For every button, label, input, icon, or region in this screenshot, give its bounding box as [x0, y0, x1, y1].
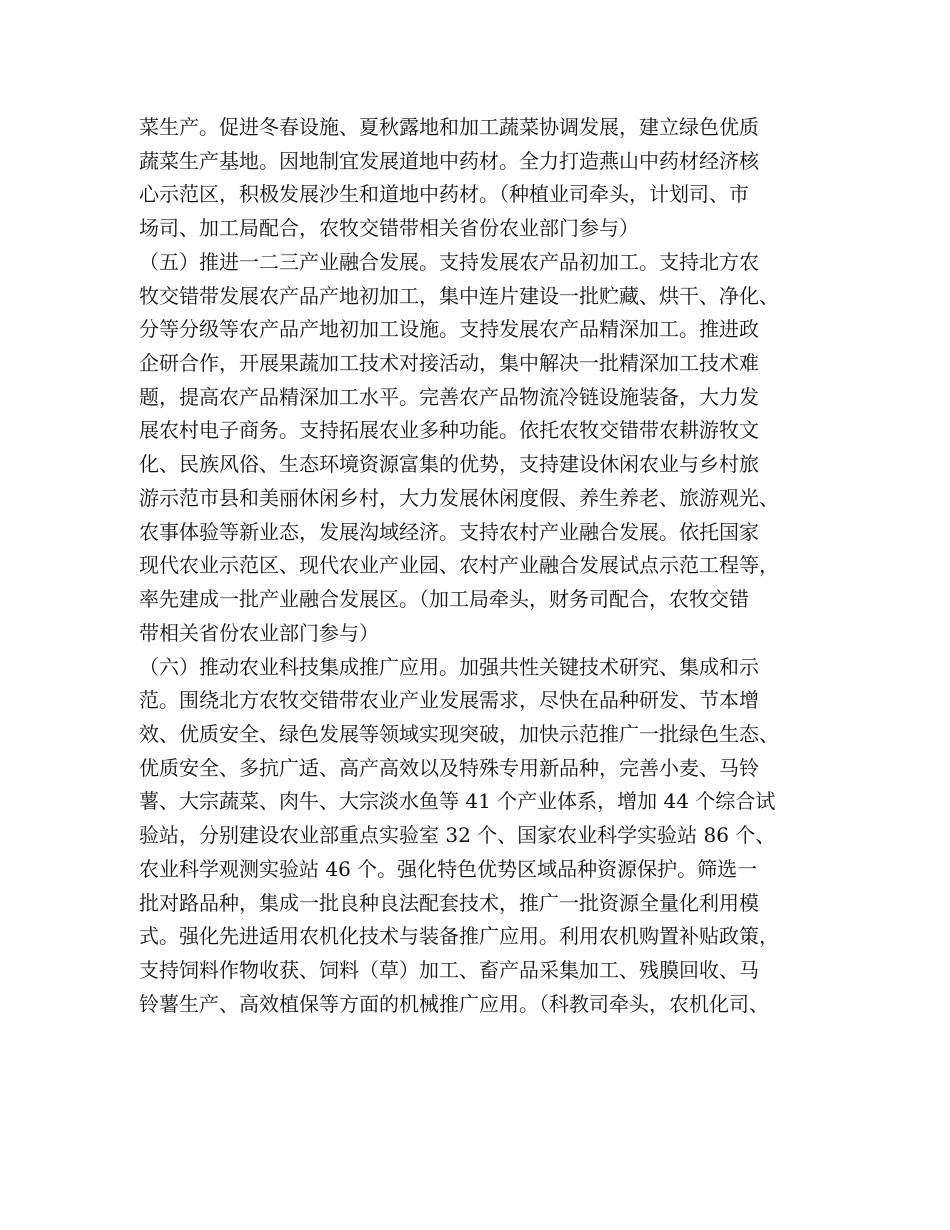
text-line: （五）推进一二三产业融合发展。支持发展农产品初加工。支持北方农 — [139, 249, 759, 274]
text-line: 式。强化先进适用农机化技术与装备推广应用。利用农机购置补贴政策， — [139, 924, 779, 949]
text-line: 蔬菜生产基地。因地制宜发展道地中药材。全力打造燕山中药材经济核 — [139, 148, 759, 173]
text-line: （六）推动农业科技集成推广应用。加强共性关键技术研究、集成和示 — [139, 654, 759, 679]
text-line: 分等分级等农产品产地初加工设施。支持发展农产品精深加工。推进政 — [139, 317, 759, 342]
text-line: 优质安全、多抗广适、高产高效以及特殊专用新品种，完善小麦、马铃 — [139, 755, 759, 780]
text-line: 题，提高农产品精深加工水平。完善农产品物流冷链设施装备，大力发 — [139, 384, 759, 409]
text-line: 农业科学观测实验站 46 个。强化特色优势区域品种资源保护。筛选一 — [139, 856, 758, 881]
text-line: 批对路品种，集成一批良种良法配套技术，推广一批资源全量化利用模 — [139, 890, 759, 915]
text-line: 薯、大宗蔬菜、肉牛、大宗淡水鱼等 41 个产业体系，增加 44 个综合试 — [139, 789, 776, 814]
text-line: 心示范区，积极发展沙生和道地中药材。（种植业司牵头，计划司、市 — [139, 182, 749, 207]
text-line: 农事体验等新业态，发展沟域经济。支持农村产业融合发展。依托国家 — [139, 519, 759, 544]
text-line: 展农村电子商务。支持拓展农业多种功能。依托农牧交错带农耕游牧文 — [139, 418, 759, 443]
text-line: 范。围绕北方农牧交错带农业产业发展需求，尽快在品种研发、节本增 — [139, 688, 759, 713]
text-line: 率先建成一批产业融合发展区。（加工局牵头，财务司配合，农牧交错 — [139, 587, 749, 612]
text-line: 支持饲料作物收获、饲料（草）加工、畜产品采集加工、残膜回收、马 — [139, 957, 759, 982]
text-line: 效、优质安全、绿色发展等领域实现突破，加快示范推广一批绿色生态、 — [139, 721, 779, 746]
text-line: 菜生产。促进冬春设施、夏秋露地和加工蔬菜协调发展，建立绿色优质 — [139, 115, 759, 139]
text-line: 牧交错带发展农产品产地初加工，集中连片建设一批贮藏、烘干、净化、 — [139, 283, 779, 308]
text-line: 场司、加工局配合，农牧交错带相关省份农业部门参与） — [139, 216, 639, 241]
text-line: 验站，分别建设农业部重点实验室 32 个、国家农业科学实验站 86 个、 — [139, 823, 776, 848]
text-line: 企研合作，开展果蔬加工技术对接活动，集中解决一批精深加工技术难 — [139, 351, 759, 376]
text-line: 铃薯生产、高效植保等方面的机械推广应用。（科教司牵头，农机化司、 — [139, 991, 769, 1016]
text-line: 化、民族风俗、生态环境资源富集的优势，支持建设休闲农业与乡村旅 — [139, 452, 759, 477]
text-line: 现代农业示范区、现代农业产业园、农村产业融合发展试点示范工程等， — [139, 553, 779, 578]
text-line: 带相关省份农业部门参与） — [139, 620, 379, 645]
body-text — [139, 111, 839, 1021]
text-line: 游示范市县和美丽休闲乡村，大力发展休闲度假、养生养老、旅游观光、 — [139, 485, 779, 510]
